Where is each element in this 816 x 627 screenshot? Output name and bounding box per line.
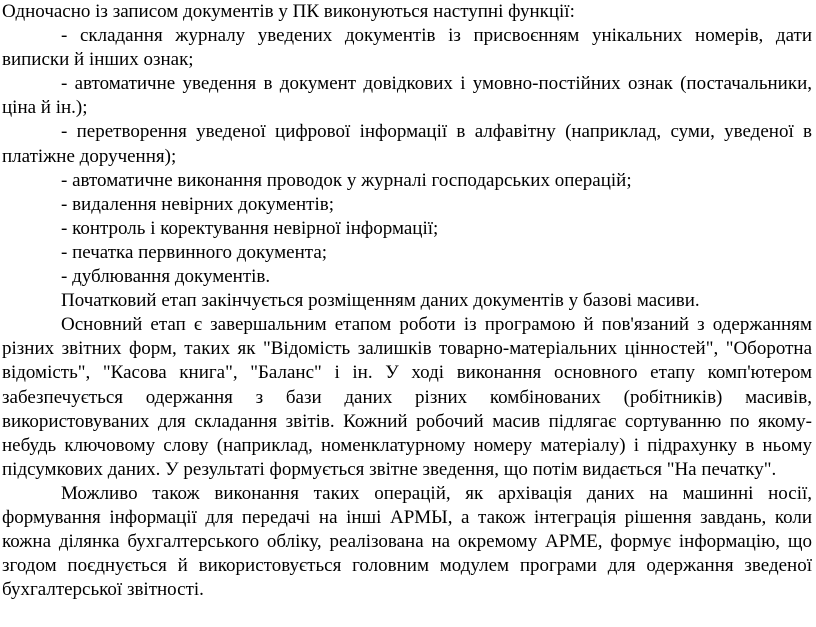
list-item: - видалення невірних документів; (61, 193, 334, 215)
list-item: - контроль і коректування невірної інформації; (61, 217, 439, 239)
list-item: - дублювання документів. (61, 266, 271, 288)
intro-paragraph: Одночасно із записом документів у ПК виконуються наступні функції: (2, 1, 575, 22)
body-paragraph: Початковий етап закінчується розміщенням даних документів у базові масиви. (61, 290, 700, 312)
body-paragraph: Основний етап є завершальним етапом роботи із програмою й пов'язаний з одержанням різних звітних форм, таких як "Відомість залишків товарно-матеріальних цінностей", "Оборотна відомість", "Касова книга", "Баланс" і ін. У ході виконання основного етапу комп'ютером забезпечується одержання з бази даних різних комбінованих (робітників) масивів, використовуваних для складання звітів. Кожний робочий масив підлягає сортуванню по якому-небудь ключовому слову (наприклад, номенклатурному номеру матеріалу) і підрахунку в ньому підсумкових даних. У результаті формується звітне зведення, що потім видається "На печатку". (2, 314, 812, 480)
list-item: - автоматичне виконання проводок у журналі господарських операцій; (61, 169, 632, 191)
body-paragraph: Можливо також виконання таких операцій, як архівація даних на машинні носії, формування інформації для передачі на інші АРМЫ, а також інтеграція рішення завдань, коли кожна ділянка бухгалтерського обліку, реалізована на окремому АРМЕ, формує інформацію, що згодом поєднується й використовується головним модулем програми для одержання зведеної бухгалтерської звітності. (2, 482, 812, 601)
list-item: - автоматичне уведення в документ довідкових і умовно-постійних ознак (постачальники, ціна й ін.); (2, 73, 812, 119)
list-item: - складання журналу уведених документів із присвоєнням унікальних номерів, дати виписки й інших ознак; (2, 25, 812, 71)
list-item: - перетворення уведеної цифрової інформації в алфавітну (наприклад, суми, уведеної в платіжне доручення); (2, 121, 812, 167)
list-item: - печатка первинного документа; (61, 241, 328, 263)
